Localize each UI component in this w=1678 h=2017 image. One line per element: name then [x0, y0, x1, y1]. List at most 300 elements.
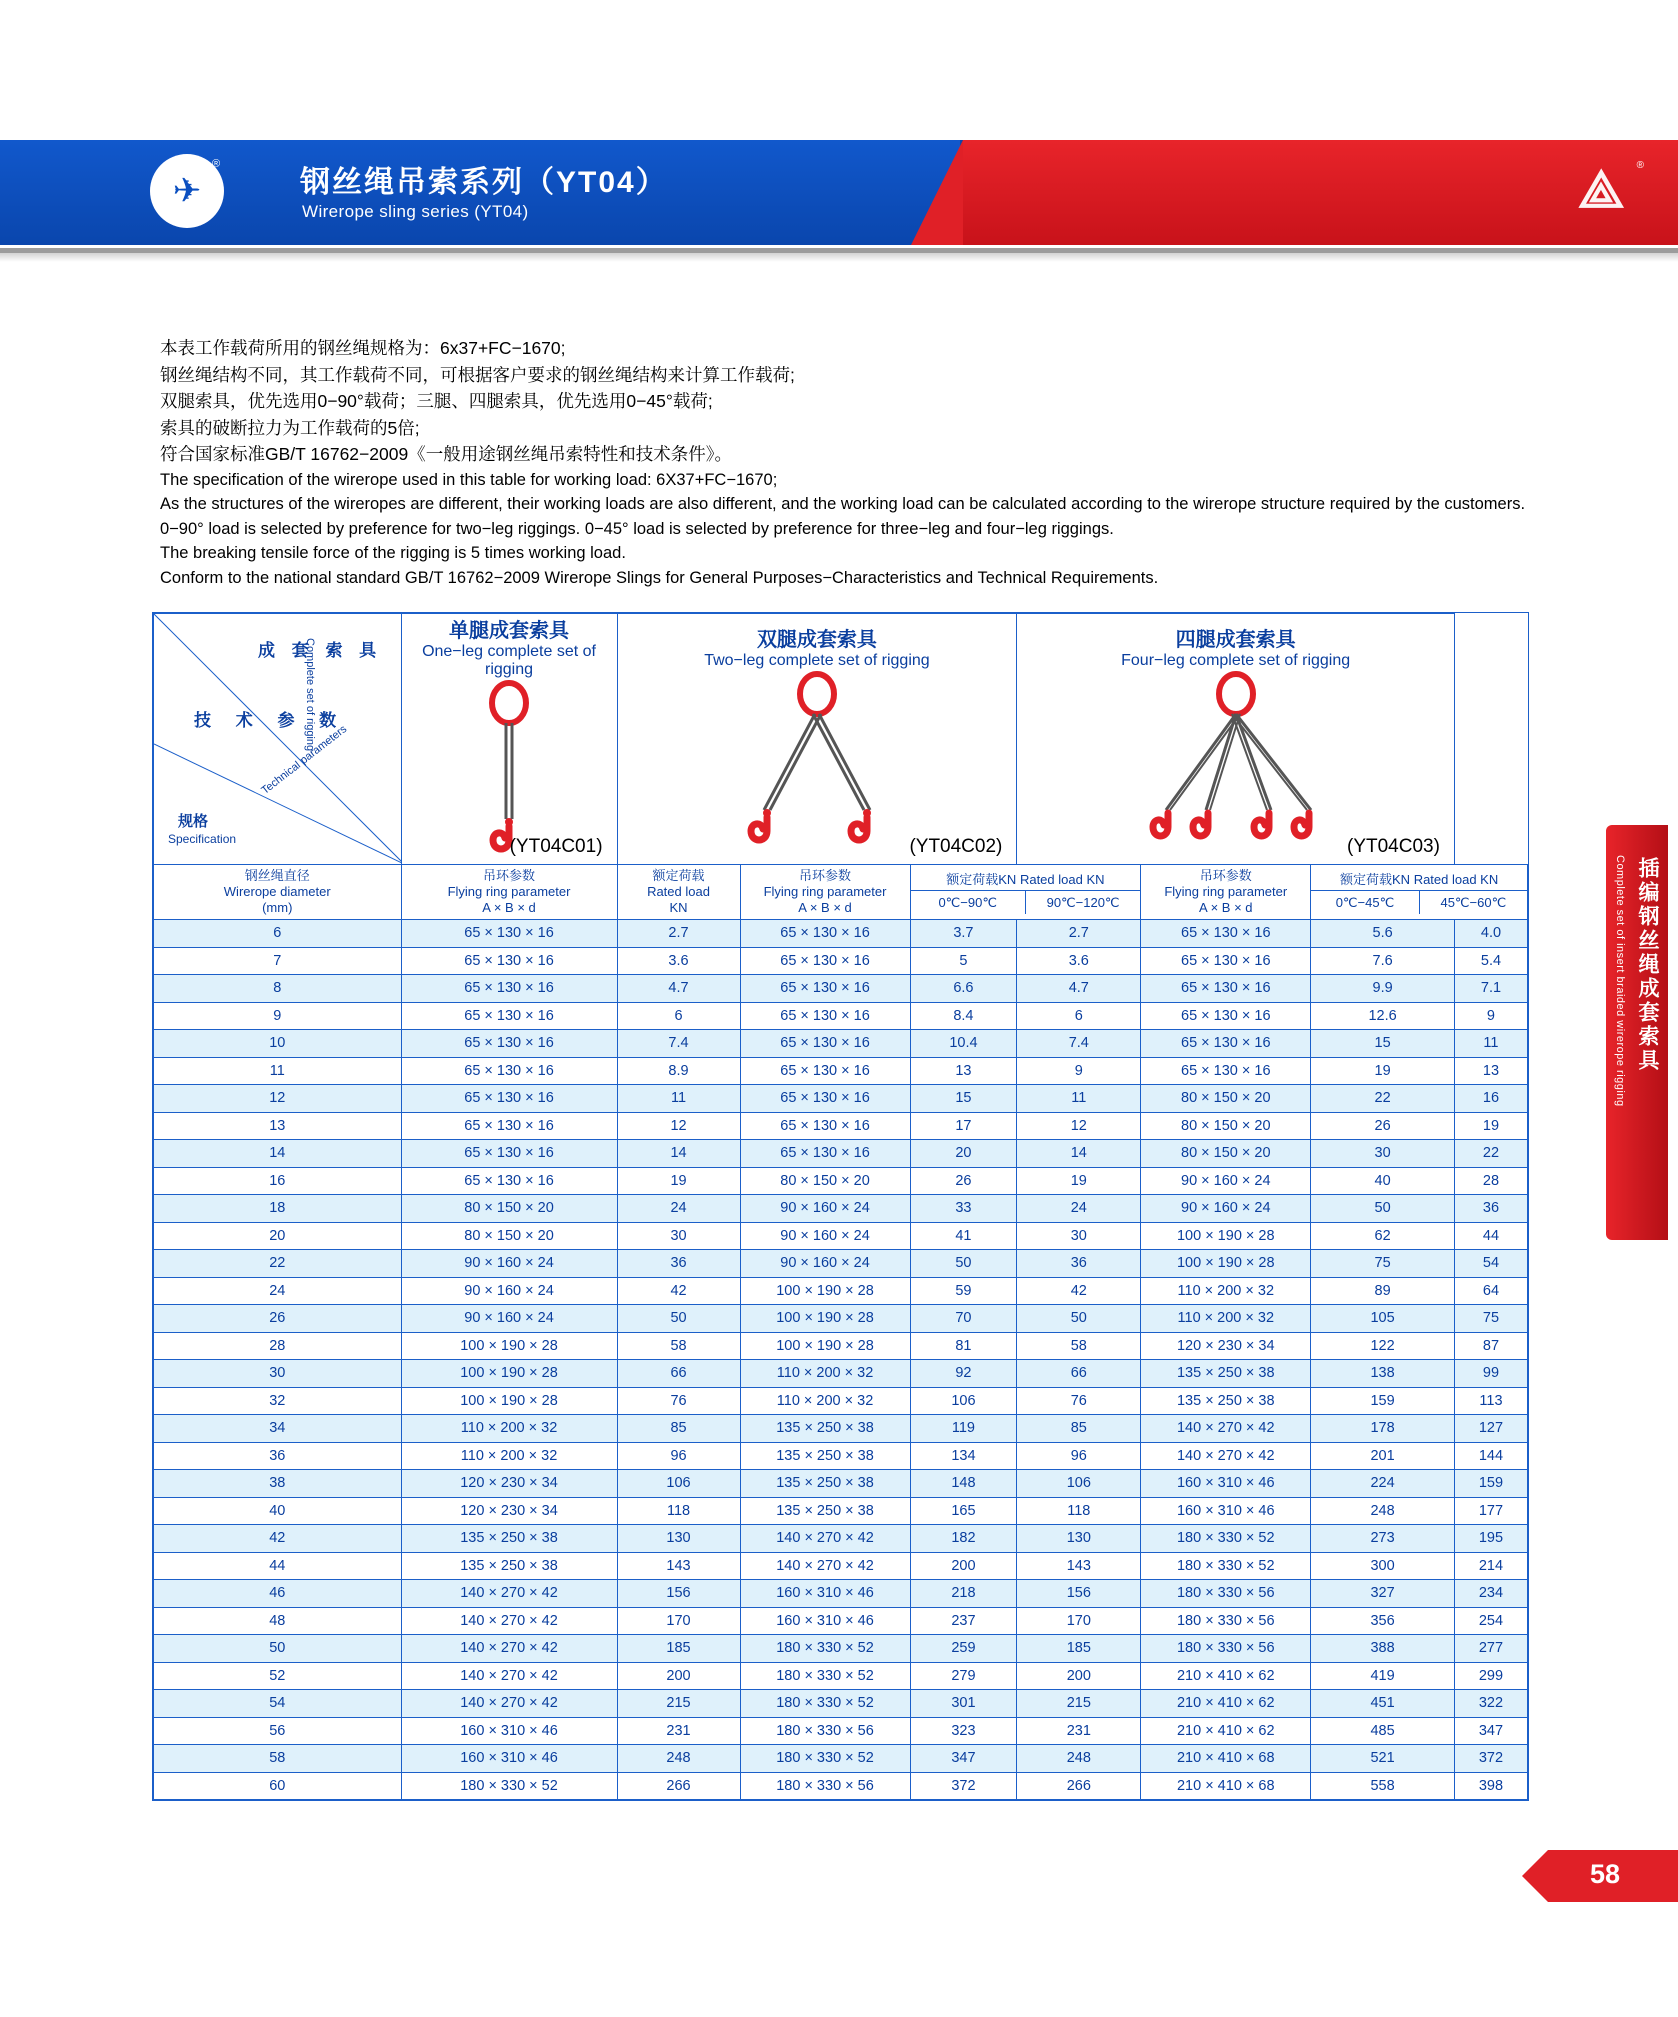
table-cell: 81 — [910, 1332, 1017, 1360]
table-cell: 65 × 130 × 16 — [401, 1057, 617, 1085]
header-title-cn: 钢丝绳吊索系列（YT04） — [300, 166, 668, 199]
col-header-load-1-en: Rated load — [647, 884, 710, 899]
table-cell: 185 — [617, 1635, 740, 1663]
col-header-load-2-cn: 额定荷载KN — [946, 872, 1017, 887]
table-cell: 248 — [1017, 1745, 1141, 1773]
side-tab-en: Complete set of insert braided wirerope rigging — [1614, 855, 1626, 1107]
table-cell: 301 — [910, 1690, 1017, 1718]
table-cell: 259 — [910, 1635, 1017, 1663]
four-leg-diagram-icon — [1111, 670, 1361, 855]
table-cell: 210 × 410 × 62 — [1141, 1690, 1311, 1718]
table-cell: 156 — [617, 1580, 740, 1608]
table-cell: 210 × 410 × 62 — [1141, 1717, 1311, 1745]
table-cell: 134 — [910, 1442, 1017, 1470]
table-cell: 42 — [1017, 1277, 1141, 1305]
table-cell: 138 — [1311, 1360, 1455, 1388]
table-cell: 144 — [1454, 1442, 1527, 1470]
table-cell: 28 — [1454, 1167, 1527, 1195]
table-row — [154, 1580, 1528, 1608]
table-cell: 237 — [910, 1607, 1017, 1635]
col-header-ring-1-abd: A × B × d — [482, 900, 536, 915]
table-cell: 100 × 190 × 28 — [740, 1332, 910, 1360]
table-cell: 65 × 130 × 16 — [740, 947, 910, 975]
table-cell: 40 — [154, 1497, 402, 1525]
table-cell: 65 × 130 × 16 — [401, 1030, 617, 1058]
side-tab-cn: 插编钢丝绳成套索具 — [1636, 857, 1659, 1073]
table-cell: 178 — [1311, 1415, 1455, 1443]
table-illustration-row — [154, 614, 1528, 865]
table-cell: 26 — [910, 1167, 1017, 1195]
table-row — [154, 1662, 1528, 1690]
table-cell: 140 × 270 × 42 — [401, 1580, 617, 1608]
table-cell: 372 — [910, 1772, 1017, 1800]
table-cell: 180 × 330 × 52 — [401, 1772, 617, 1800]
col-header-load-2-en: Rated load KN — [1019, 872, 1105, 887]
col-header-two-range-2: 90℃−120℃ — [1046, 895, 1120, 910]
table-cell: 19 — [617, 1167, 740, 1195]
col-header-load-4-en: Rated load KN — [1413, 872, 1499, 887]
table-cell: 266 — [617, 1772, 740, 1800]
table-cell: 26 — [154, 1305, 402, 1333]
table-cell: 182 — [910, 1525, 1017, 1553]
company-logo — [150, 154, 228, 232]
intro-text — [160, 335, 1560, 590]
table-cell: 130 — [1017, 1525, 1141, 1553]
one-leg-title-en: One−leg complete set of rigging — [422, 643, 596, 678]
corner-set-en: Complete set of rigging — [304, 638, 316, 752]
table-cell: 248 — [617, 1745, 740, 1773]
table-cell: 2.7 — [1017, 920, 1141, 948]
table-cell: 180 × 330 × 52 — [740, 1690, 910, 1718]
table-cell: 90 × 160 × 24 — [1141, 1195, 1311, 1223]
table-cell: 218 — [910, 1580, 1017, 1608]
table-cell: 2.7 — [617, 920, 740, 948]
table-cell: 4.7 — [617, 975, 740, 1003]
table-cell: 65 × 130 × 16 — [740, 1030, 910, 1058]
four-leg-illustration-cell — [1017, 614, 1455, 865]
four-leg-code: (YT04C03) — [1347, 836, 1440, 857]
table-cell: 160 × 310 × 46 — [1141, 1470, 1311, 1498]
table-cell: 50 — [1017, 1305, 1141, 1333]
one-leg-code: (YT04C01) — [509, 836, 603, 857]
table-row — [154, 1305, 1528, 1333]
col-header-load-1-unit: KN — [669, 900, 688, 915]
table-cell: 65 × 130 × 16 — [401, 920, 617, 948]
table-row — [154, 975, 1528, 1003]
table-cell: 65 × 130 × 16 — [1141, 947, 1311, 975]
table-cell: 13 — [910, 1057, 1017, 1085]
col-header-ring-1-en: Flying ring parameter — [447, 884, 571, 899]
table-cell: 140 × 270 × 42 — [740, 1552, 910, 1580]
table-cell: 17 — [910, 1112, 1017, 1140]
table-cell: 9 — [1454, 1002, 1527, 1030]
col-header-diameter — [154, 865, 402, 920]
table-cell: 4.0 — [1454, 920, 1527, 948]
col-header-diameter-unit: (mm) — [262, 900, 293, 915]
table-cell: 19 — [1017, 1167, 1141, 1195]
table-cell: 140 × 270 × 42 — [401, 1607, 617, 1635]
table-column-header-row — [154, 865, 1528, 920]
table-cell: 110 × 200 × 32 — [740, 1360, 910, 1388]
header-title-en: Wirerope sling series (YT04) — [302, 202, 529, 221]
table-cell: 110 × 200 × 32 — [1141, 1305, 1311, 1333]
table-cell: 6.6 — [910, 975, 1017, 1003]
table-cell: 65 × 130 × 16 — [1141, 1057, 1311, 1085]
table-cell: 118 — [1017, 1497, 1141, 1525]
table-cell: 30 — [1017, 1222, 1141, 1250]
table-cell: 10 — [154, 1030, 402, 1058]
table-cell: 159 — [1311, 1387, 1455, 1415]
table-cell: 159 — [1454, 1470, 1527, 1498]
table-cell: 180 × 330 × 56 — [1141, 1580, 1311, 1608]
table-row — [154, 1470, 1528, 1498]
table-cell: 6 — [617, 1002, 740, 1030]
table-row — [154, 1167, 1528, 1195]
table-cell: 80 × 150 × 20 — [1141, 1112, 1311, 1140]
table-cell: 65 × 130 × 16 — [740, 1112, 910, 1140]
table-cell: 177 — [1454, 1497, 1527, 1525]
table-cell: 7.4 — [1017, 1030, 1141, 1058]
table-cell: 195 — [1454, 1525, 1527, 1553]
table-cell: 36 — [154, 1442, 402, 1470]
table-cell: 80 × 150 × 20 — [1141, 1140, 1311, 1168]
table-cell: 90 × 160 × 24 — [740, 1195, 910, 1223]
table-cell: 24 — [617, 1195, 740, 1223]
bird-icon: ✈ — [172, 172, 202, 210]
table-cell: 11 — [617, 1085, 740, 1113]
page-number: 58 — [1590, 1859, 1621, 1889]
page-header — [0, 140, 1678, 245]
table-cell: 180 × 330 × 56 — [1141, 1607, 1311, 1635]
table-cell: 327 — [1311, 1580, 1455, 1608]
table-cell: 180 × 330 × 56 — [740, 1717, 910, 1745]
table-cell: 8.4 — [910, 1002, 1017, 1030]
table-row — [154, 1277, 1528, 1305]
table-row — [154, 1140, 1528, 1168]
table-cell: 52 — [154, 1662, 402, 1690]
two-leg-title-en: Two−leg complete set of rigging — [704, 652, 930, 669]
table-cell: 120 × 230 × 34 — [401, 1497, 617, 1525]
table-cell: 6 — [1017, 1002, 1141, 1030]
col-header-ring-2 — [740, 865, 910, 920]
table-cell: 96 — [1017, 1442, 1141, 1470]
two-leg-code: (YT04C02) — [909, 836, 1003, 857]
table-cell: 70 — [910, 1305, 1017, 1333]
registered-icon: ® — [212, 158, 221, 170]
table-cell: 8.9 — [617, 1057, 740, 1085]
table-cell: 100 × 190 × 28 — [401, 1360, 617, 1388]
table-row — [154, 1772, 1528, 1800]
table-cell: 65 × 130 × 16 — [1141, 1002, 1311, 1030]
table-cell: 80 × 150 × 20 — [1141, 1085, 1311, 1113]
table-cell: 41 — [910, 1222, 1017, 1250]
table-cell: 100 × 190 × 28 — [401, 1387, 617, 1415]
table-cell: 234 — [1454, 1580, 1527, 1608]
table-cell: 170 — [617, 1607, 740, 1635]
table-cell: 44 — [154, 1552, 402, 1580]
table-cell: 143 — [1017, 1552, 1141, 1580]
table-cell: 7.1 — [1454, 975, 1527, 1003]
col-header-ring-2-cn: 吊环参数 — [799, 868, 852, 883]
table-cell: 40 — [1311, 1167, 1455, 1195]
table-cell: 11 — [1454, 1030, 1527, 1058]
table-cell: 185 — [1017, 1635, 1141, 1663]
table-cell: 521 — [1311, 1745, 1455, 1773]
table-cell: 130 — [617, 1525, 740, 1553]
table-cell: 7.4 — [617, 1030, 740, 1058]
intro-cn-3: 双腿索具，优先选用0−90°载荷；三腿、四腿索具，优先选用0−45°载荷; — [160, 391, 713, 411]
table-cell: 180 × 330 × 52 — [740, 1635, 910, 1663]
intro-en-2: As the structures of the wireropes are different, their working loads are also different, and the working load can be calculated according to the wirerope structure required by the customers. 0−90° load is selected by preference for two−leg riggings. 0−45° load is selected by preference for three−leg and four−leg riggings. — [160, 495, 1526, 538]
table-cell: 8 — [154, 975, 402, 1003]
table-cell: 87 — [1454, 1332, 1527, 1360]
col-header-ring-2-abd: A × B × d — [798, 900, 852, 915]
table-cell: 201 — [1311, 1442, 1455, 1470]
table-cell: 5.6 — [1311, 920, 1455, 948]
header-divider — [0, 248, 1678, 262]
table-cell: 50 — [1311, 1195, 1455, 1223]
table-cell: 100 × 190 × 28 — [1141, 1250, 1311, 1278]
table-cell: 15 — [1311, 1030, 1455, 1058]
table-row — [154, 1717, 1528, 1745]
page-number-badge — [1548, 1850, 1678, 1902]
table-cell: 65 × 130 × 16 — [740, 975, 910, 1003]
table-cell: 3.6 — [1017, 947, 1141, 975]
table-cell: 106 — [617, 1470, 740, 1498]
table-cell: 42 — [617, 1277, 740, 1305]
table-cell: 100 × 190 × 28 — [740, 1305, 910, 1333]
table-cell: 215 — [1017, 1690, 1141, 1718]
table-cell: 110 × 200 × 32 — [401, 1415, 617, 1443]
intro-cn-2: 钢丝绳结构不同，其工作载荷不同，可根据客户要求的钢丝绳结构来计算工作载荷; — [160, 364, 795, 385]
registered-icon-2: ® — [1636, 160, 1644, 171]
table-cell: 140 × 270 × 42 — [401, 1635, 617, 1663]
col-header-load-1 — [617, 865, 740, 920]
table-cell: 80 × 150 × 20 — [401, 1222, 617, 1250]
col-header-ring-1-cn: 吊环参数 — [483, 868, 536, 883]
table-cell: 96 — [617, 1442, 740, 1470]
table-row — [154, 1415, 1528, 1443]
table-row — [154, 1250, 1528, 1278]
table-cell: 32 — [154, 1387, 402, 1415]
intro-cn-5: 符合国家标准GB/T 16762−2009《一般用途钢丝绳吊索特性和技术条件》。 — [160, 444, 732, 464]
table-cell: 65 × 130 × 16 — [740, 1002, 910, 1030]
table-cell: 7 — [154, 947, 402, 975]
table-cell: 451 — [1311, 1690, 1455, 1718]
table-cell: 92 — [910, 1360, 1017, 1388]
table-cell: 106 — [1017, 1470, 1141, 1498]
table-cell: 231 — [1017, 1717, 1141, 1745]
table-cell: 22 — [1311, 1085, 1455, 1113]
table-cell: 10.4 — [910, 1030, 1017, 1058]
table-cell: 24 — [154, 1277, 402, 1305]
table-cell: 50 — [154, 1635, 402, 1663]
table-row — [154, 1552, 1528, 1580]
table-cell: 7.6 — [1311, 947, 1455, 975]
table-cell: 180 × 330 × 56 — [1141, 1635, 1311, 1663]
table-cell: 36 — [617, 1250, 740, 1278]
table-cell: 65 × 130 × 16 — [401, 1085, 617, 1113]
table-cell: 90 × 160 × 24 — [740, 1222, 910, 1250]
col-header-two-range-1: 0℃−90℃ — [911, 891, 1026, 914]
table-cell: 80 × 150 × 20 — [740, 1167, 910, 1195]
table-cell: 200 — [617, 1662, 740, 1690]
table-cell: 120 × 230 × 34 — [401, 1470, 617, 1498]
table-cell: 140 × 270 × 42 — [401, 1662, 617, 1690]
table-cell: 4.7 — [1017, 975, 1141, 1003]
table-cell: 170 — [1017, 1607, 1141, 1635]
table-cell: 160 × 310 × 46 — [1141, 1497, 1311, 1525]
two-leg-diagram-icon — [702, 670, 932, 855]
table-cell: 85 — [1017, 1415, 1141, 1443]
table-cell: 18 — [154, 1195, 402, 1223]
table-cell: 180 × 330 × 52 — [1141, 1552, 1311, 1580]
table-cell: 65 × 130 × 16 — [1141, 975, 1311, 1003]
table-cell: 22 — [154, 1250, 402, 1278]
table-row — [154, 1387, 1528, 1415]
table-cell: 372 — [1454, 1745, 1527, 1773]
table-cell: 48 — [154, 1607, 402, 1635]
table-row — [154, 920, 1528, 948]
table-cell: 13 — [1454, 1057, 1527, 1085]
table-cell: 58 — [1017, 1332, 1141, 1360]
table-cell: 135 × 250 × 38 — [401, 1525, 617, 1553]
table-cell: 254 — [1454, 1607, 1527, 1635]
table-cell: 210 × 410 × 62 — [1141, 1662, 1311, 1690]
table-cell: 248 — [1311, 1497, 1455, 1525]
table-cell: 106 — [910, 1387, 1017, 1415]
table-cell: 14 — [154, 1140, 402, 1168]
table-cell: 273 — [1311, 1525, 1455, 1553]
table-cell: 100 × 190 × 28 — [401, 1332, 617, 1360]
side-tab — [1606, 825, 1668, 1240]
two-leg-illustration-cell — [617, 614, 1017, 865]
table-cell: 58 — [617, 1332, 740, 1360]
table-cell: 135 × 250 × 38 — [740, 1470, 910, 1498]
table-cell: 60 — [154, 1772, 402, 1800]
table-cell: 75 — [1311, 1250, 1455, 1278]
table-row — [154, 1497, 1528, 1525]
table-cell: 9.9 — [1311, 975, 1455, 1003]
table-cell: 231 — [617, 1717, 740, 1745]
table-cell: 210 × 410 × 68 — [1141, 1772, 1311, 1800]
table-cell: 20 — [154, 1222, 402, 1250]
intro-en-1: The specification of the wirerope used in this table for working load: 6X37+FC−1670; — [160, 470, 778, 489]
table-cell: 12 — [154, 1085, 402, 1113]
table-cell: 122 — [1311, 1332, 1455, 1360]
table-cell: 140 × 270 × 42 — [1141, 1442, 1311, 1470]
table-cell: 28 — [154, 1332, 402, 1360]
table-cell: 90 × 160 × 24 — [401, 1277, 617, 1305]
table-cell: 156 — [1017, 1580, 1141, 1608]
intro-en-4: Conform to the national standard GB/T 16762−2009 Wirerope Slings for General Purposes−Characteristics and Technical Requirements. — [160, 568, 1159, 587]
table-cell: 140 × 270 × 42 — [740, 1525, 910, 1553]
table-cell: 65 × 130 × 16 — [740, 1140, 910, 1168]
table-row — [154, 1360, 1528, 1388]
corner-spec-en: Specification — [168, 832, 237, 846]
product-mark-icon: ⟁ ® — [1578, 160, 1644, 219]
col-header-ring-4-cn: 吊环参数 — [1199, 868, 1252, 883]
table-cell: 89 — [1311, 1277, 1455, 1305]
col-header-diameter-cn: 钢丝绳直径 — [244, 868, 310, 883]
table-row — [154, 1222, 1528, 1250]
table-cell: 65 × 130 × 16 — [401, 1002, 617, 1030]
table-row — [154, 1332, 1528, 1360]
table-cell: 214 — [1454, 1552, 1527, 1580]
table-cell: 347 — [910, 1745, 1017, 1773]
table-row — [154, 1002, 1528, 1030]
table-cell: 356 — [1311, 1607, 1455, 1635]
col-header-diameter-en: Wirerope diameter — [223, 884, 331, 899]
table-cell: 5 — [910, 947, 1017, 975]
table-cell: 75 — [1454, 1305, 1527, 1333]
table-cell: 58 — [154, 1745, 402, 1773]
table-cell: 388 — [1311, 1635, 1455, 1663]
table-row — [154, 1030, 1528, 1058]
table-cell: 224 — [1311, 1470, 1455, 1498]
table-cell: 118 — [617, 1497, 740, 1525]
table-cell: 180 × 330 × 56 — [740, 1772, 910, 1800]
table-cell: 20 — [910, 1140, 1017, 1168]
table-cell: 135 × 250 × 38 — [401, 1552, 617, 1580]
table-cell: 66 — [617, 1360, 740, 1388]
col-header-load-4 — [1311, 865, 1528, 920]
table-cell: 80 × 150 × 20 — [401, 1195, 617, 1223]
col-header-four-range-1: 0℃−45℃ — [1311, 891, 1419, 914]
col-header-load-1-cn: 额定荷载 — [652, 868, 705, 883]
table-cell: 160 × 310 × 46 — [401, 1745, 617, 1773]
table-cell: 30 — [154, 1360, 402, 1388]
table-cell: 180 × 330 × 52 — [740, 1745, 910, 1773]
corner-set-cn: 成 套 索 具 — [258, 641, 383, 660]
table-cell: 12 — [617, 1112, 740, 1140]
table-cell: 65 × 130 × 16 — [1141, 920, 1311, 948]
col-header-ring-1 — [401, 865, 617, 920]
intro-cn-4: 索具的破断拉力为工作载荷的5倍; — [160, 417, 420, 438]
table-cell: 113 — [1454, 1387, 1527, 1415]
table-cell: 215 — [617, 1690, 740, 1718]
table-cell: 12.6 — [1311, 1002, 1455, 1030]
header-blue-band — [0, 140, 960, 245]
table-cell: 110 × 200 × 32 — [1141, 1277, 1311, 1305]
table-cell: 66 — [1017, 1360, 1141, 1388]
table-row — [154, 1442, 1528, 1470]
table-cell: 299 — [1454, 1662, 1527, 1690]
table-cell: 135 × 250 × 38 — [740, 1497, 910, 1525]
table-cell: 90 × 160 × 24 — [401, 1305, 617, 1333]
table-cell: 65 × 130 × 16 — [740, 1085, 910, 1113]
corner-header-cell — [154, 614, 402, 865]
table-cell: 46 — [154, 1580, 402, 1608]
table-cell: 165 — [910, 1497, 1017, 1525]
table-cell: 110 × 200 × 32 — [401, 1442, 617, 1470]
table-cell: 14 — [617, 1140, 740, 1168]
table-cell: 16 — [154, 1167, 402, 1195]
spec-table — [153, 613, 1528, 1800]
table-cell: 26 — [1311, 1112, 1455, 1140]
table-cell: 65 × 130 × 16 — [1141, 1030, 1311, 1058]
table-cell: 3.7 — [910, 920, 1017, 948]
table-row — [154, 1525, 1528, 1553]
header-red-band — [963, 140, 1678, 245]
table-cell: 323 — [910, 1717, 1017, 1745]
table-cell: 76 — [1017, 1387, 1141, 1415]
table-cell: 90 × 160 × 24 — [1141, 1167, 1311, 1195]
corner-spec-cn: 规格 — [178, 813, 209, 830]
table-cell: 42 — [154, 1525, 402, 1553]
table-row — [154, 1607, 1528, 1635]
table-row — [154, 1195, 1528, 1223]
